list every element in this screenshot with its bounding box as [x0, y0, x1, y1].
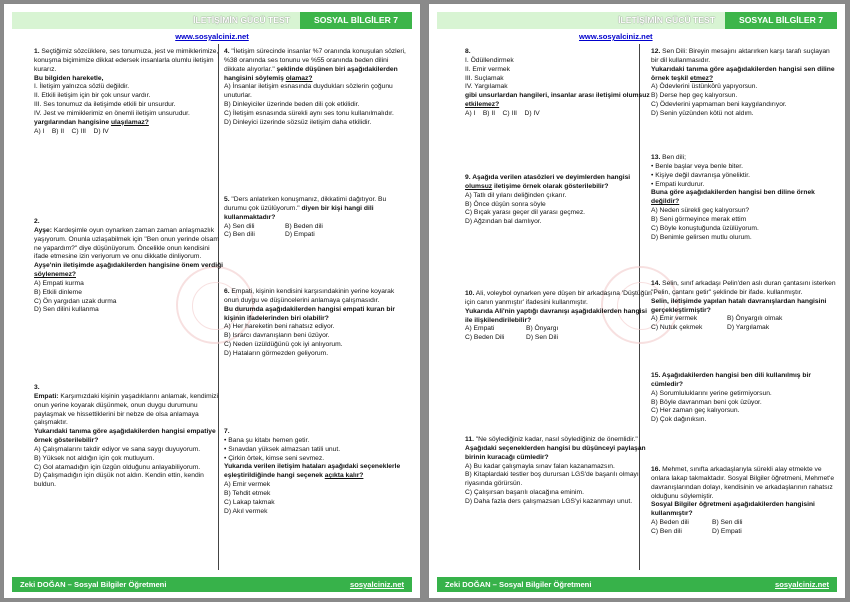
option-c[interactable]: C) İletişim esnasında sürekli aynı ses tonu kullanılmalıdır. [224, 109, 394, 117]
statement-i: I. İletişim yalnızca sözlü değildir. [34, 83, 130, 91]
option-a[interactable]: A) Ödevlerini üstünkörü yapıyorsun. [651, 83, 758, 91]
question-stem: Selin, iletişimde yapılan hatalı davranışlardan hangisini gerçekleştirmiştir? [651, 297, 827, 314]
question-stem: Yukarıdaki tanıma göre aşağıdakilerden hangisi empatiye örnek gösterilebilir? [34, 428, 216, 445]
question-stem-emphasis: olumsuz [465, 182, 493, 190]
question-number: 14. [651, 280, 661, 287]
question-text: Karşımızdaki kişinin yaşadıklarını anlamak, kendimizi onun yerine koyarak düşünmek, onun duygu durumunu paylaşmak ve hissettiklerini bir nebze de olsa anlamaya çalışmaktır. [34, 392, 218, 427]
option-b[interactable]: B) Sen dili [712, 519, 743, 527]
option-d[interactable]: D) Daha fazla ders çalışmazsan LGS'yi kazanmayı unut. [465, 497, 633, 505]
question-number: 4. [224, 48, 230, 55]
bullet-line: • Benle başlar veya benle biter. [651, 162, 743, 170]
option-b[interactable]: B) Tehdit etmek [224, 489, 271, 497]
question-stem: Bu durumda aşağıdakilerden hangisi empati kuran bir kişinin ifadelerinden biri olabilir? [224, 305, 395, 322]
subject-label: SOSYAL BİLGİLER 7 [300, 12, 412, 29]
option-d[interactable]: D) Benimle gelirsen mutlu olurum. [651, 233, 752, 241]
question-stem-emphasis: ulaşılamaz? [110, 118, 149, 126]
option-a[interactable]: A) Emir vermek [224, 481, 271, 489]
question-15 [651, 372, 837, 425]
option-b[interactable]: B) Etkili dinleme [34, 288, 82, 296]
question-number: 11. [465, 436, 474, 443]
question-text: "Ne söylediğiniz kadar, nasıl söylediğiniz de önemlidir." [473, 436, 638, 443]
statement-ii: II. Emir vermek [465, 65, 510, 73]
bullet-line: • Bana şu kitabı hemen getir. [224, 436, 310, 444]
option-d[interactable]: D) Empati [712, 527, 742, 535]
option-d[interactable]: D) Çalışmadığın için düşük not aldın. Kendin ettin, kendin buldun. [34, 472, 204, 489]
question-stem: Yukarıda verilen iletişim hataları aşağıdaki seçeneklerle eşleştirildiğinde hangi seçenek [224, 463, 401, 480]
question-stem-emphasis: söylenemez? [34, 271, 76, 279]
statement-iv: IV. Jest ve mimiklerimiz en önemli iletişim unsurudur. [34, 109, 190, 117]
question-number: 7. [224, 428, 230, 435]
question-16 [651, 466, 837, 537]
option-a[interactable]: A) Bu kadar çalışmayla sınav falan kazanamazsın. [465, 462, 615, 470]
statement-iv: IV. Yargılamak [465, 83, 508, 91]
question-number: 15. [651, 372, 661, 379]
page-footer [12, 577, 412, 592]
option-b[interactable]: B) II [51, 127, 65, 135]
footer-author: Zeki DOĞAN – Sosyal Bilgiler Öğretmeni [20, 580, 167, 589]
question-text: Sen Dili: Bireyin mesajını aktarırken karşı tarafı suçlayan bir dil kullanmasıdır. [651, 48, 830, 64]
option-d[interactable]: D) IV [524, 109, 540, 117]
question-stem: Yukarıdaki tanıma göre aşağıdakilerden hangisi sen diline örnek teşkil [651, 65, 835, 82]
question-stem: Sosyal Bilgiler öğretmeni aşağıdakilerden hangisini kullanmıştır? [651, 501, 815, 518]
option-d[interactable]: D) Çok dağınıksın. [651, 416, 707, 424]
question-number: 12. [651, 48, 661, 55]
option-a[interactable]: A) İnsanlar iletişim esnasında duydukları sözlerin çoğunu unuturlar. [224, 83, 393, 100]
question-text: Ben dili; [660, 154, 686, 161]
page-left [3, 3, 421, 599]
option-c[interactable]: C) Her zaman geç kalıyorsun. [651, 407, 740, 415]
option-c[interactable]: C) Ben dili [651, 527, 682, 535]
option-d[interactable]: D) Yargılamak [727, 324, 770, 332]
option-c[interactable]: C) Nutuk çekmek [651, 324, 703, 332]
option-d[interactable]: D) Sen dilini kullanma [34, 306, 99, 314]
option-c[interactable]: C) III [502, 109, 518, 117]
page-right [428, 3, 846, 599]
statement-iii: III. Ses tonumuz da iletişimde etkili bir unsurdur. [34, 101, 176, 109]
question-7 [224, 428, 410, 516]
option-b[interactable]: B) Önce düşün sonra söyle [465, 200, 546, 208]
bullet-line: • Empati kurdurur. [651, 180, 705, 188]
option-b[interactable]: B) Dinleyiciler üzerinde beden dili çok etkilidir. [224, 101, 360, 109]
option-a[interactable]: A) Neden sürekli geç kalıyorsun? [651, 207, 750, 215]
option-c[interactable]: C) Böyle konuştuğunda üzülüyorum. [651, 224, 759, 232]
question-11 [465, 436, 655, 507]
option-a[interactable]: A) Empati kurma [34, 279, 84, 287]
test-title: İLETİŞİMİN GÜCÜ TEST [12, 12, 300, 29]
option-b[interactable]: B) Kitaplardaki testler boş durursan LGS'de başarılı olmayı riyasında görürsün. [465, 471, 639, 488]
option-b[interactable]: B) II [482, 109, 496, 117]
option-d[interactable]: D) Hataların görmezden geliyorum. [224, 349, 329, 357]
question-1 [34, 48, 224, 136]
question-stem-emphasis: etkilemez? [465, 101, 500, 109]
option-d[interactable]: D) Sen Dili [526, 334, 558, 342]
question-5 [224, 196, 410, 240]
bullet-line: • Sınavdan yüksek almazsan tatili unut. [224, 445, 341, 453]
option-b[interactable]: B) Önyargılı olmak [727, 315, 783, 323]
website-link[interactable]: www.sosyalciniz.net [579, 32, 653, 41]
page-footer [437, 577, 837, 592]
question-stem: şeklinde düşünen biri aşağıdakilerden hangisini söylemiş [224, 65, 398, 82]
question-stem: yargılarından hangisine [34, 118, 111, 126]
option-c[interactable]: C) Neden üzüldüğünü çok iyi anlıyorum. [224, 341, 343, 349]
question-12 [651, 48, 837, 119]
option-b[interactable]: B) Seni görmeyince merak ettim [651, 215, 747, 223]
option-a[interactable]: A) Empati [465, 325, 495, 333]
question-text: Ali, voleybol oynarken yere düşen bir arkadaşına 'Düştüğün için canın yanmıştır' ifadesini kullanmıştır. [465, 290, 652, 306]
question-number: 8. [465, 48, 471, 55]
term-label: Empati: [34, 392, 59, 400]
option-d[interactable]: D) Akıl vermek [224, 507, 268, 515]
question-stem: diyen bir kişi hangi dili kullanmaktadır? [224, 204, 374, 221]
question-stem-emphasis: açıkta kalır? [324, 472, 364, 480]
option-c[interactable]: C) III [71, 127, 87, 135]
question-2 [34, 218, 224, 315]
footer-author: Zeki DOĞAN – Sosyal Bilgiler Öğretmeni [445, 580, 592, 589]
page-header [437, 12, 837, 29]
question-number: 5. [224, 196, 230, 203]
question-14 [651, 280, 837, 333]
question-text: Kardeşimle oyun oynarken zaman zaman anlaşmazlık yaşıyorum. Onunla uzlaşabilmek için "Ben onun yerinde olsam ne yapardım?" diye düşünüyorum. Öncelikle onun kendisini ifade etmesine izin veriyorum ve onu dikkatle dinliyorum. [34, 226, 219, 261]
question-3 [34, 384, 224, 490]
option-c[interactable]: C) Çalışırsan başarılı olacağına eminim. [465, 489, 584, 497]
question-stem: Aşağıdaki seçeneklerden hangisi bu düşünceyi paylaşan birinin kuracağı cümledir? [465, 444, 646, 461]
speaker-name: Ayşe: [34, 226, 52, 234]
option-b[interactable]: B) Yüksek not aldığın için çok mutluyum. [34, 454, 155, 462]
option-a[interactable]: A) Sen dili [224, 222, 255, 230]
option-b[interactable]: B) Böyle davranman beni çok üzüyor. [651, 398, 762, 406]
option-c[interactable]: C) Bıçak yarası geçer dil yarası geçmez. [465, 209, 586, 217]
statement-iii: III. Suçlamak [465, 74, 504, 82]
option-d[interactable]: D) Senin yüzünden kötü not aldım. [651, 109, 754, 117]
question-stem: Ayşe'nin iletişimde aşağıdakilerden hangisine önem verdiği [34, 262, 224, 270]
option-a[interactable]: A) Sorumluluklarını yerine getirmiyorsun. [651, 389, 772, 397]
question-6 [224, 288, 410, 359]
question-number: 16. [651, 466, 661, 473]
option-a[interactable]: A) Emir vermek [651, 315, 698, 323]
question-13 [651, 154, 837, 242]
page-header [12, 12, 412, 29]
question-stem: iletişime örnek olarak gösterilebilir? [492, 182, 609, 190]
question-stem: Aşağıda verilen atasözleri ve deyimlerden hangisi [470, 174, 631, 181]
option-c[interactable]: C) Gol atamadığın için üzgün olduğunu anlayabiliyorum. [34, 463, 201, 471]
option-b[interactable]: B) Israrcı davranışların beni üzüyor. [224, 332, 330, 340]
option-a[interactable]: A) I [465, 109, 476, 117]
question-number: 13. [651, 154, 661, 161]
question-text: Selin, sınıf arkadaşı Pelin'den aslı duran çantasını isterken "Pelin, çantanı getir" şeklinde bir ifade. kullanmıştır. [651, 280, 836, 296]
question-stem: Yukarıda Ali'nin yaptığı davranışı aşağıdakilerden hangisi ile ilişkilendirilebilir? [465, 307, 647, 324]
question-stem-emphasis: değildir? [651, 198, 680, 206]
option-b[interactable]: B) Derse hep geç kalıyorsun. [651, 92, 738, 100]
question-8 [465, 48, 655, 119]
question-number: 9. [465, 174, 471, 181]
option-d[interactable]: D) IV [93, 127, 109, 135]
option-d[interactable]: D) Ağzından bal damlıyor. [465, 218, 542, 226]
question-lead: Bu bilgiden hareketle, [34, 74, 104, 82]
option-a[interactable]: A) I [34, 127, 45, 135]
question-number: 6. [224, 288, 230, 295]
option-d[interactable]: D) Empati [285, 231, 315, 239]
option-a[interactable]: A) Tatlı dil yılanı deliğinden çıkarır. [465, 191, 567, 199]
question-number: 2. [34, 218, 40, 225]
footer-link[interactable]: sosyalciniz.net [349, 580, 404, 589]
question-stem-emphasis: olamaz? [285, 74, 313, 82]
option-b[interactable]: B) Beden dili [285, 222, 323, 230]
question-number: 1. [34, 48, 40, 55]
option-c[interactable]: C) Ödevlerini yapmaman beni kaygılandırıyor. [651, 101, 787, 109]
option-c[interactable]: C) Lakap takmak [224, 498, 275, 506]
question-4 [224, 48, 410, 128]
question-text: Empati, kişinin kendisini karşısındakinin yerine koyarak onun duygu ve düşüncelerini anlamaya çalışmasıdır. [224, 288, 395, 304]
question-stem-emphasis: etmez? [690, 74, 714, 82]
question-stem: gibi unsurlardan hangileri, insanlar arası iletişimi olumsuz [465, 92, 650, 100]
question-number: 3. [34, 384, 40, 391]
question-text: "Ders anlatırken konuşmanız, dikkatimi dağıtıyor. Bu durumu çok üzülüyorum." [224, 196, 387, 212]
question-stem: Buna göre aşağıdakilerden hangisi ben diline örnek [651, 189, 815, 197]
option-a[interactable]: A) Çalışmalarını takdir ediyor ve sana saygı duyuyorum. [34, 445, 201, 453]
option-c[interactable]: C) Beden Dili [465, 334, 505, 342]
question-9 [465, 174, 655, 227]
option-b[interactable]: B) Önyargı [526, 325, 559, 333]
subject-label: SOSYAL BİLGİLER 7 [725, 12, 837, 29]
option-c[interactable]: C) Ben dili [224, 231, 255, 239]
statement-ii: II. Etkili iletişim için bir çok unsur vardır. [34, 92, 151, 100]
option-a[interactable]: A) Beden dili [651, 519, 689, 527]
statement-i: I. Ödüllendirmek [465, 56, 514, 64]
question-stem: Aşağıdakilerden hangisi ben dili kullanılmış bir cümledir? [651, 372, 811, 388]
website-link[interactable]: www.sosyalciniz.net [175, 32, 249, 41]
option-d[interactable]: D) Dinleyici üzerinde sözsüz iletişim daha etkilidir. [224, 118, 372, 126]
question-10 [465, 290, 655, 343]
option-c[interactable]: C) Ön yargıdan uzak durma [34, 297, 117, 305]
test-title: İLETİŞİMİN GÜCÜ TEST [437, 12, 725, 29]
question-text: "İletişim sürecinde insanlar %7 oranında konuşulan sözleri, %38 oranında ses tonunu ve %55 oranında beden dilini dikkate alıyorlar." [224, 48, 406, 73]
bullet-line: • Kişiye değil davranışa yöneliktir. [651, 171, 750, 179]
bullet-line: • Çirkin örtek, kimse seni sevmez. [224, 454, 325, 462]
option-a[interactable]: A) Her hareketin beni rahatsız ediyor. [224, 323, 335, 331]
question-text: Seçtiğimiz sözcüklere, ses tonumuza, jest ve mimiklerimize, konuşma biçimimize dikkat edersek insanlarla olumlu iletişim kurarız. [34, 48, 219, 73]
question-text: Mehmet, sınıfta arkadaşlarıyla sürekli alay etmekte ve onlara lakap takmaktadır. Sosyal Bilgiler öğretmeni, Mehmet'e davranışlarından dolayı, kendisinin ve arkadaşlarının rahatsız olduğunu söylemiştir. [651, 466, 835, 500]
footer-link[interactable]: sosyalciniz.net [774, 580, 829, 589]
question-number: 10. [465, 290, 475, 297]
